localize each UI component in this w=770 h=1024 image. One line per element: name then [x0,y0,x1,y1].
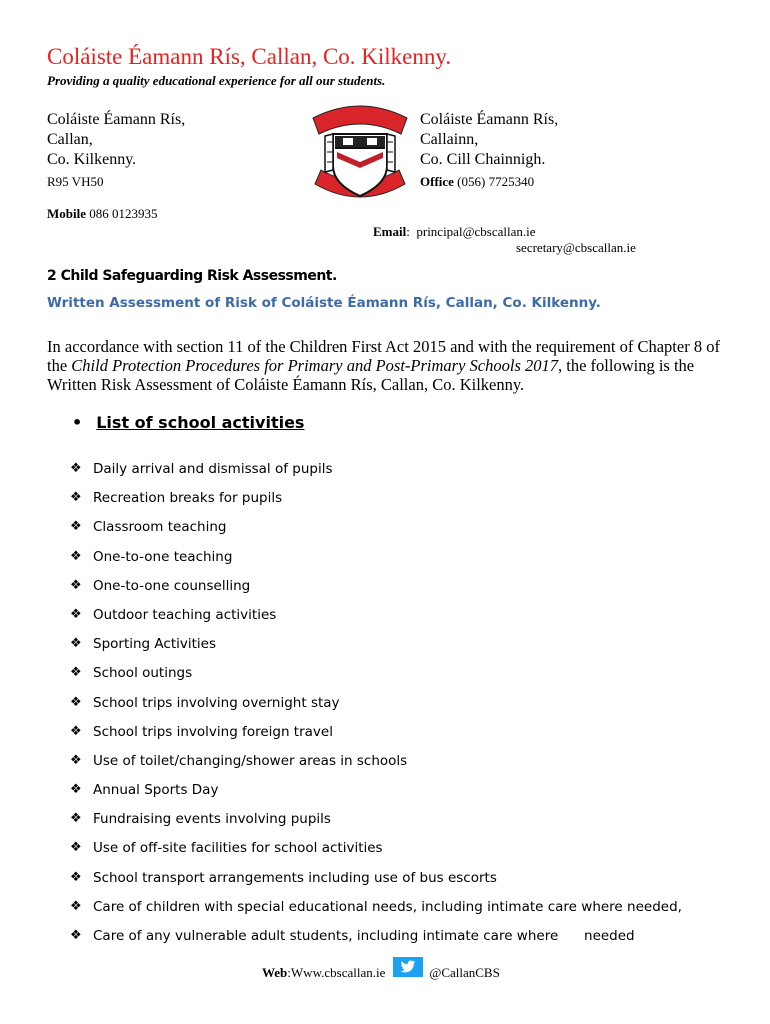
intro-text: , the following is the Written Risk Assessment of Coláiste Éamann Rís, Callan, Co. Kilkenny. [47,356,695,394]
address-line: Callan, [47,131,93,148]
website-link[interactable]: :Www.cbscallan.ie [287,965,386,980]
list-item-text: School outings [93,665,193,682]
twitter-icon[interactable] [393,957,423,977]
address-line: Co. Cill Chainnigh. [420,151,546,168]
list-item [70,461,682,490]
list-item [70,782,682,811]
list-item [70,928,682,957]
diamond-bullet-icon: ❖ [70,898,82,914]
intro-paragraph [47,337,737,394]
section-subheading: Written Assessment of Risk of Coláiste Éamann Rís, Callan, Co. Kilkenny. [47,295,601,311]
list-item [70,724,682,753]
school-title: Coláiste Éamann Rís, Callan, Co. Kilkenny. [47,44,452,69]
list-item-text: Use of off-site facilities for school activities [93,840,383,857]
list-item [70,840,682,869]
list-item [70,636,682,665]
eircode: R95 VH50 [47,174,104,189]
address-english [47,110,185,192]
list-item [70,811,682,840]
list-item [70,753,682,782]
list-item-text: Care of children with special educational needs, including intimate care where needed, [93,898,682,915]
bullet-icon: • [72,413,83,432]
list-item [70,665,682,694]
list-item-text: Use of toilet/changing/shower areas in schools [93,752,408,769]
diamond-bullet-icon: ❖ [70,548,82,564]
list-item-text: School transport arrangements including use of bus escorts [93,869,497,886]
address-irish [420,110,558,192]
list-item [70,490,682,519]
intro-text: In accordance with section 11 of the Children First Act 2015 and with the requirement of Chapter 8 of the [47,337,720,375]
email-principal-link[interactable]: principal@cbscallan.ie [416,224,536,239]
office-number: (056) 7725340 [457,174,535,189]
email-label: Email [373,224,407,239]
list-item-text: Care of any vulnerable adult students, including intimate care where needed [93,928,635,944]
list-item [70,578,682,607]
diamond-bullet-icon: ❖ [70,840,82,856]
diamond-bullet-icon: ❖ [70,606,82,622]
mobile-contact [47,206,158,222]
school-tagline: Providing a quality educational experience for all our students. [47,73,386,88]
email-secretary-link[interactable]: secretary@cbscallan.ie [516,240,636,255]
diamond-bullet-icon: ❖ [70,928,82,943]
list-item [70,519,682,548]
list-item-text: One-to-one teaching [93,548,233,565]
list-item-text: Outdoor teaching activities [93,606,277,623]
diamond-bullet-icon: ❖ [70,811,82,827]
school-crest-logo [305,100,415,210]
diamond-bullet-icon: ❖ [70,519,82,535]
diamond-bullet-icon: ❖ [70,752,82,768]
office-label: Office [420,174,454,189]
diamond-bullet-icon: ❖ [70,782,82,798]
list-item [70,549,682,578]
list-item-text: One-to-one counselling [93,577,251,594]
list-item-text: Recreation breaks for pupils [93,490,283,507]
list-item [70,695,682,724]
list-item-text: Fundraising events involving pupils [93,811,331,828]
list-item-text: School trips involving foreign travel [93,723,333,740]
address-line: Coláiste Éamann Rís, [47,111,186,128]
list-item-text: Sporting Activities [93,636,216,653]
list-item [70,870,682,899]
diamond-bullet-icon: ❖ [70,577,82,593]
twitter-handle-link[interactable]: @CallanCBS [429,965,500,980]
activities-heading-text: List of school activities [96,413,305,432]
intro-publication-title: Child Protection Procedures for Primary and Post-Primary Schools 2017 [71,356,558,375]
page-footer [262,963,500,983]
web-label: Web [262,965,288,980]
section-heading: 2 Child Safeguarding Risk Assessment. [47,268,337,284]
list-item [70,607,682,636]
diamond-bullet-icon: ❖ [70,636,82,652]
diamond-bullet-icon: ❖ [70,490,82,506]
list-item-text: Annual Sports Day [93,782,219,799]
activities-heading [72,413,304,432]
list-item-text: School trips involving overnight stay [93,694,340,711]
list-item-text: Daily arrival and dismissal of pupils [93,461,333,477]
activities-list [70,461,682,957]
email-contact: Email: principal@cbscallan.ie [373,224,536,239]
list-item-text: Classroom teaching [93,519,227,536]
address-line: Co. Kilkenny. [47,151,137,168]
address-line: Coláiste Éamann Rís, [420,111,559,128]
mobile-number: 086 0123935 [89,206,158,221]
diamond-bullet-icon: ❖ [70,461,82,476]
diamond-bullet-icon: ❖ [70,694,82,710]
mobile-label: Mobile [47,206,86,221]
diamond-bullet-icon: ❖ [70,723,82,739]
diamond-bullet-icon: ❖ [70,869,82,885]
office-phone [420,172,558,192]
list-item [70,899,682,928]
address-line: Callainn, [420,131,479,148]
diamond-bullet-icon: ❖ [70,665,82,681]
